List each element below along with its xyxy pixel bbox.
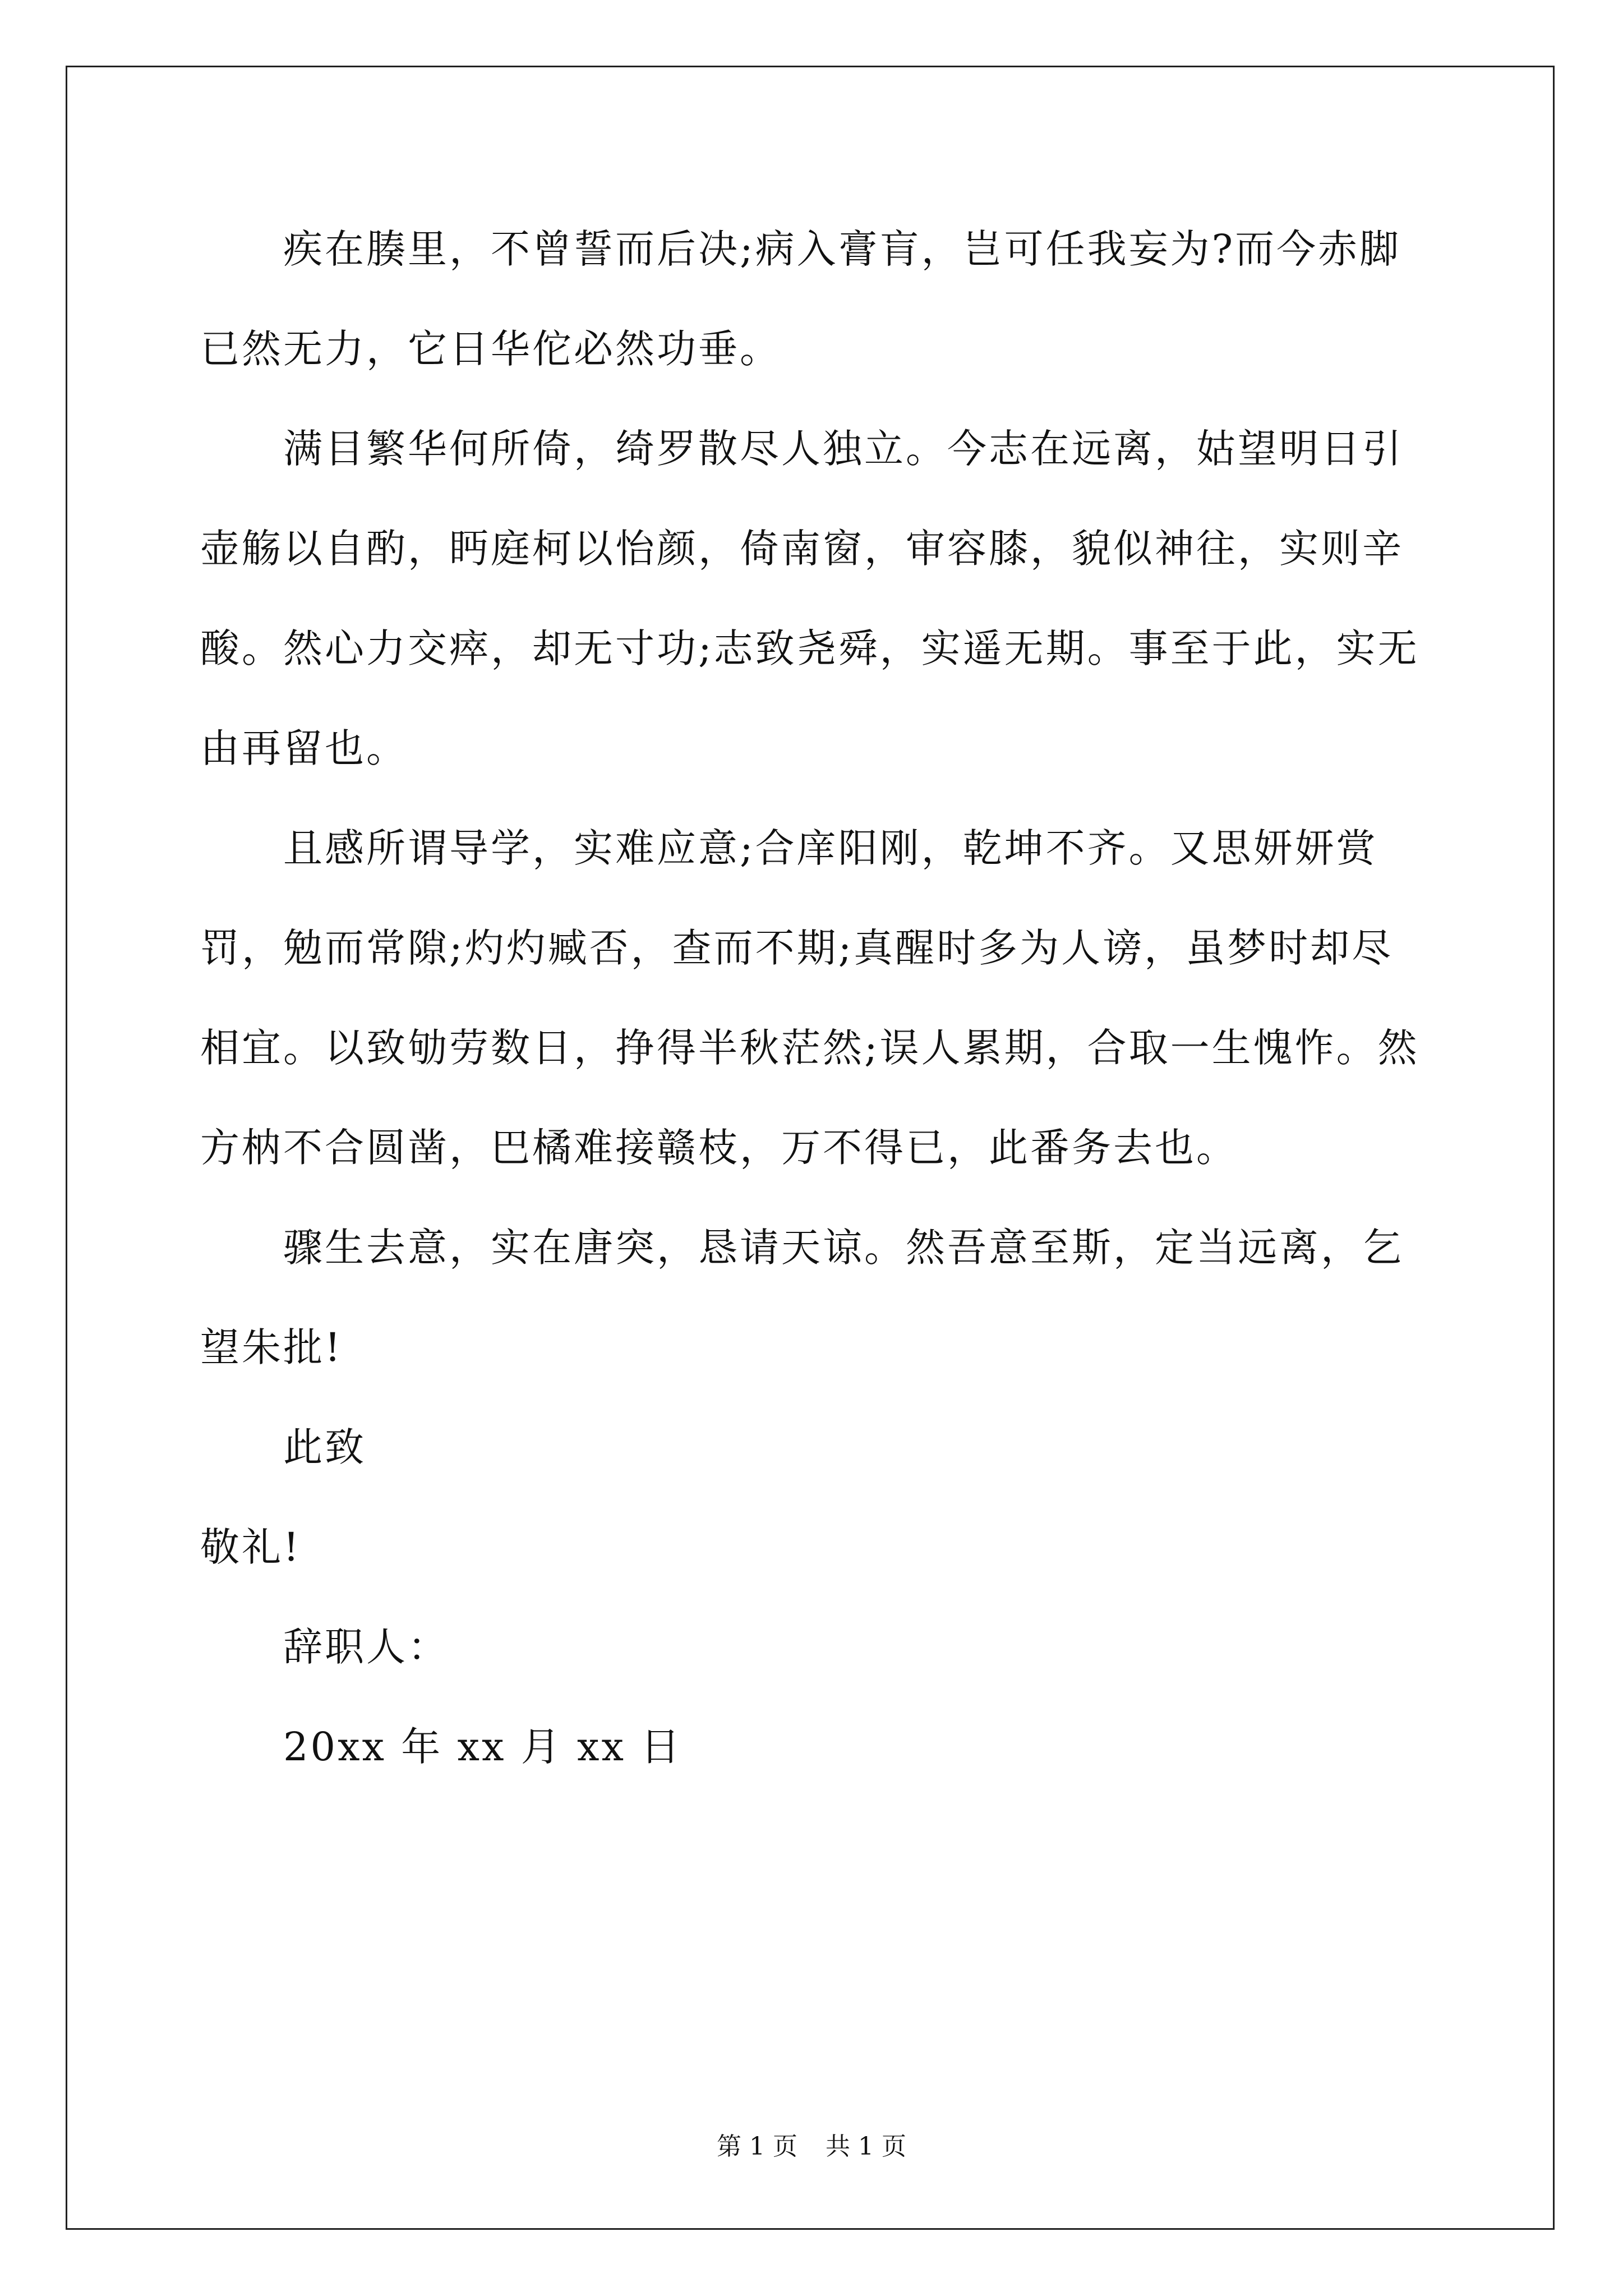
paragraph-4: 骤生去意，实在唐突，恳请天谅。然吾意至斯，定当远离，乞望朱批! <box>200 1225 1404 1370</box>
paragraph-3: 且感所谓导学，实难应意;合庠阳刚，乾坤不齐。又思妍妍赏罚，勉而常隙;灼灼臧否，查而不期;真醒时多为人谤，虽梦时却尽相宜。以致劬劳数日，挣得半秋茫然;误人累期，合取一生愧怍。然方枘不合圆凿，巴橘难接赣枝，万不得已，此番务去也。 <box>200 825 1419 1171</box>
page-footer <box>0 2126 1623 2162</box>
paragraph-1: 疾在腠里，不曾誓而后决;病入膏肓，岂可任我妄为?而今赤脚已然无力，它日华佗必然功垂。 <box>200 226 1401 372</box>
document-body <box>200 199 1428 1797</box>
paragraph-2: 满目繁华何所倚，绮罗散尽人独立。今志在远离，姑望明日引壶觞以自酌，眄庭柯以怡颜，倚南窗，审容膝，貌似神往，实则辛酸。然心力交瘁，却无寸功;志致尧舜，实遥无期。事至于此，实无由再留也。 <box>200 426 1419 771</box>
salute-line: 敬礼! <box>200 1524 302 1570</box>
closing-line: 此致 <box>283 1424 366 1470</box>
date-line: 20xx 年 xx 月 xx 日 <box>283 1724 683 1770</box>
page-number: 第 1 页 <box>717 2132 797 2161</box>
signer-label: 辞职人： <box>283 1624 449 1670</box>
page-total: 共 1 页 <box>826 2132 906 2161</box>
